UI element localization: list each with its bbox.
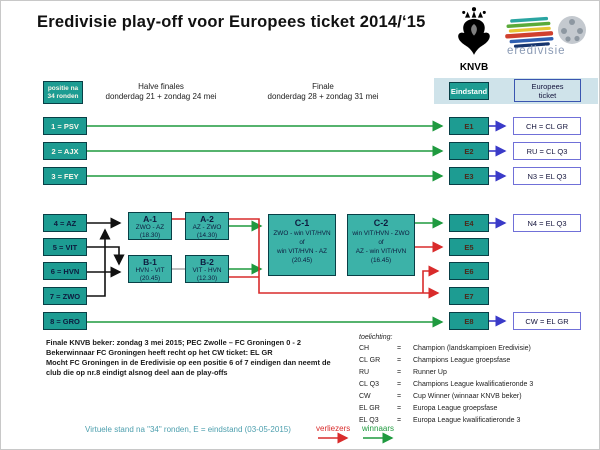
winnaars-legend-label: winnaars (362, 424, 395, 433)
finale-date: donderdag 28 + zondag 31 mei (267, 92, 379, 101)
match-c2-line3: AZ - win VIT/HVN (355, 248, 407, 255)
legend-eq: = (397, 417, 402, 424)
legend-code: CL Q3 (359, 381, 379, 388)
legend-code: RU (359, 369, 370, 376)
legend-row-elgr (359, 403, 533, 415)
legend-row-cw (359, 391, 533, 403)
notes-line4: club die op nr.8 eindigt alsnog deel aan de play-offs (46, 368, 228, 377)
legend-desc: Europa League groepsfase (413, 405, 498, 412)
legend-row-ch (359, 343, 533, 355)
notes-line3: Mocht FC Groningen in de Eredivisie op een positie 6 of 7 eindigen dan neemt de (46, 358, 331, 367)
notes-line1: Finale KNVB beker: zondag 3 mei 2015; PEC Zwolle – FC Groningen 0 - 2 (46, 338, 302, 347)
position-box-4: 4 = AZ (43, 214, 87, 232)
eredivisie-logo-label: eredivisie (507, 45, 566, 57)
legend-eq: = (397, 369, 402, 376)
line-losers-e6 (423, 271, 438, 293)
legend-desc: Champions League groepsfase (413, 357, 511, 364)
match-c2-time: (16.45) (370, 257, 392, 264)
legend-desc: Runner Up (413, 369, 447, 376)
eindstand-box-e2: E2 (449, 142, 489, 160)
match-c2-line2: of (378, 239, 384, 246)
legend-eq: = (397, 357, 402, 364)
match-box-b2 (185, 255, 229, 283)
eindstand-box-e8: E8 (449, 312, 489, 330)
match-c1-line3: win VIT/HVN - AZ (276, 248, 328, 255)
match-c2-line1: win VIT/HVN - ZWO (352, 230, 410, 237)
legend-code: EL Q3 (359, 417, 379, 424)
knvb-logo (448, 6, 500, 72)
eindstand-box-e6: E6 (449, 262, 489, 280)
legend-code: EL GR (359, 405, 380, 412)
legend-eq: = (397, 345, 402, 352)
halve-finales-date: donderdag 21 + zondag 24 mei (105, 92, 217, 101)
legend-eq: = (397, 405, 402, 412)
match-box-c1 (268, 214, 336, 276)
positie-na-34-ronden-box (43, 81, 83, 104)
position-box-5: 5 = VIT (43, 238, 87, 256)
match-a2-time: (14.30) (196, 232, 218, 239)
eindstand-box-e5: E5 (449, 238, 489, 256)
position-box-8: 8 = GRO (43, 312, 87, 330)
match-b2-time: (12.30) (196, 275, 218, 282)
verliezers-legend-label: verliezers (316, 424, 351, 433)
legend-code: CL GR (359, 357, 381, 364)
legend-desc: Champion (landskampioen Eredivisie) (413, 345, 531, 352)
virtual-standing-note: Virtuele stand na "34" ronden, E = eindstand (03-05-2015) (85, 425, 291, 434)
ticket-box-e1: CH = CL GR (513, 117, 581, 135)
knvb-logo-label: KNVB (459, 62, 489, 73)
match-a1-time: (18.30) (139, 232, 161, 239)
position-box-6: 6 = HVN (43, 262, 87, 280)
position-box-3: 3 = FEY (43, 167, 87, 185)
match-a2-title: A-2 (200, 214, 214, 224)
finale-title: Finale (312, 82, 334, 91)
position-box-1: 1 = PSV (43, 117, 87, 135)
match-b2-title: B-2 (200, 257, 214, 267)
halve-finales-title: Halve finales (138, 82, 184, 91)
match-c1-time: (20.45) (291, 257, 313, 264)
match-b1-teams: HVN - VIT (135, 267, 165, 274)
knvb-crest-icon (448, 6, 500, 60)
knvb-beker-notes (46, 338, 331, 378)
match-box-c2 (347, 214, 415, 276)
position-box-7: 7 = ZWO (43, 287, 87, 305)
europees-line1: Europees (531, 81, 564, 91)
positie-line1: positie na (47, 85, 79, 92)
legend-eq: = (397, 381, 402, 388)
match-a1-teams: ZWO - AZ (135, 224, 165, 231)
page-title: Eredivisie play-off voor Europees ticket 2014/‘15 (37, 13, 426, 31)
ticket-box-e2: RU = CL Q3 (513, 142, 581, 160)
legend-row-clgr (359, 355, 533, 367)
europees-line2: ticket (538, 90, 557, 100)
eindstand-box-e1: E1 (449, 117, 489, 135)
match-a1-title: A-1 (143, 214, 157, 224)
toelichting-legend (359, 332, 533, 427)
eindstand-header-box: Eindstand (449, 82, 489, 100)
line-zwo-up (87, 230, 105, 296)
notes-line2: Bekerwinnaar FC Groningen heeft recht op het CW ticket: EL GR (46, 348, 273, 357)
match-c1-line2: of (299, 239, 305, 246)
match-box-a2 (185, 212, 229, 240)
match-c2-title: C-2 (373, 218, 389, 228)
europees-ticket-header-box (514, 79, 581, 102)
match-box-b1 (128, 255, 172, 283)
eindstand-box-e3: E3 (449, 167, 489, 185)
legend-code: CH (359, 345, 370, 352)
legend-eq: = (397, 393, 402, 400)
halve-finales-header (81, 82, 241, 102)
ticket-box-e3: N3 = EL Q3 (513, 167, 581, 185)
legend-desc: Cup Winner (winnaar KNVB beker) (413, 393, 522, 400)
position-box-2: 2 = AJX (43, 142, 87, 160)
legend-desc: Europa League kwalificatieronde 3 (413, 417, 521, 424)
match-c1-line1: ZWO - win VIT/HVN (273, 230, 331, 237)
match-b1-time: (20.45) (139, 275, 161, 282)
eindstand-box-e7: E7 (449, 287, 489, 305)
match-b2-teams: VIT - HVN (192, 267, 222, 274)
legend-row-clq3 (359, 379, 533, 391)
legend-row-ru (359, 367, 533, 379)
match-b1-title: B-1 (143, 257, 157, 267)
line-vit-down (87, 247, 119, 264)
eindstand-box-e4: E4 (449, 214, 489, 232)
match-a2-teams: AZ - ZWO (192, 224, 222, 231)
legend-desc: Champions League kwalificatieronde 3 (413, 381, 534, 388)
finale-header (243, 82, 403, 102)
toelichting-title: toelichting: (359, 334, 393, 341)
match-c1-title: C-1 (294, 218, 310, 228)
match-box-a1 (128, 212, 172, 240)
positie-line2: 34 ronden (47, 92, 79, 100)
ticket-box-e8: CW = EL GR (513, 312, 581, 330)
legend-code: CW (359, 393, 371, 400)
ticket-box-e4: N4 = EL Q3 (513, 214, 581, 232)
